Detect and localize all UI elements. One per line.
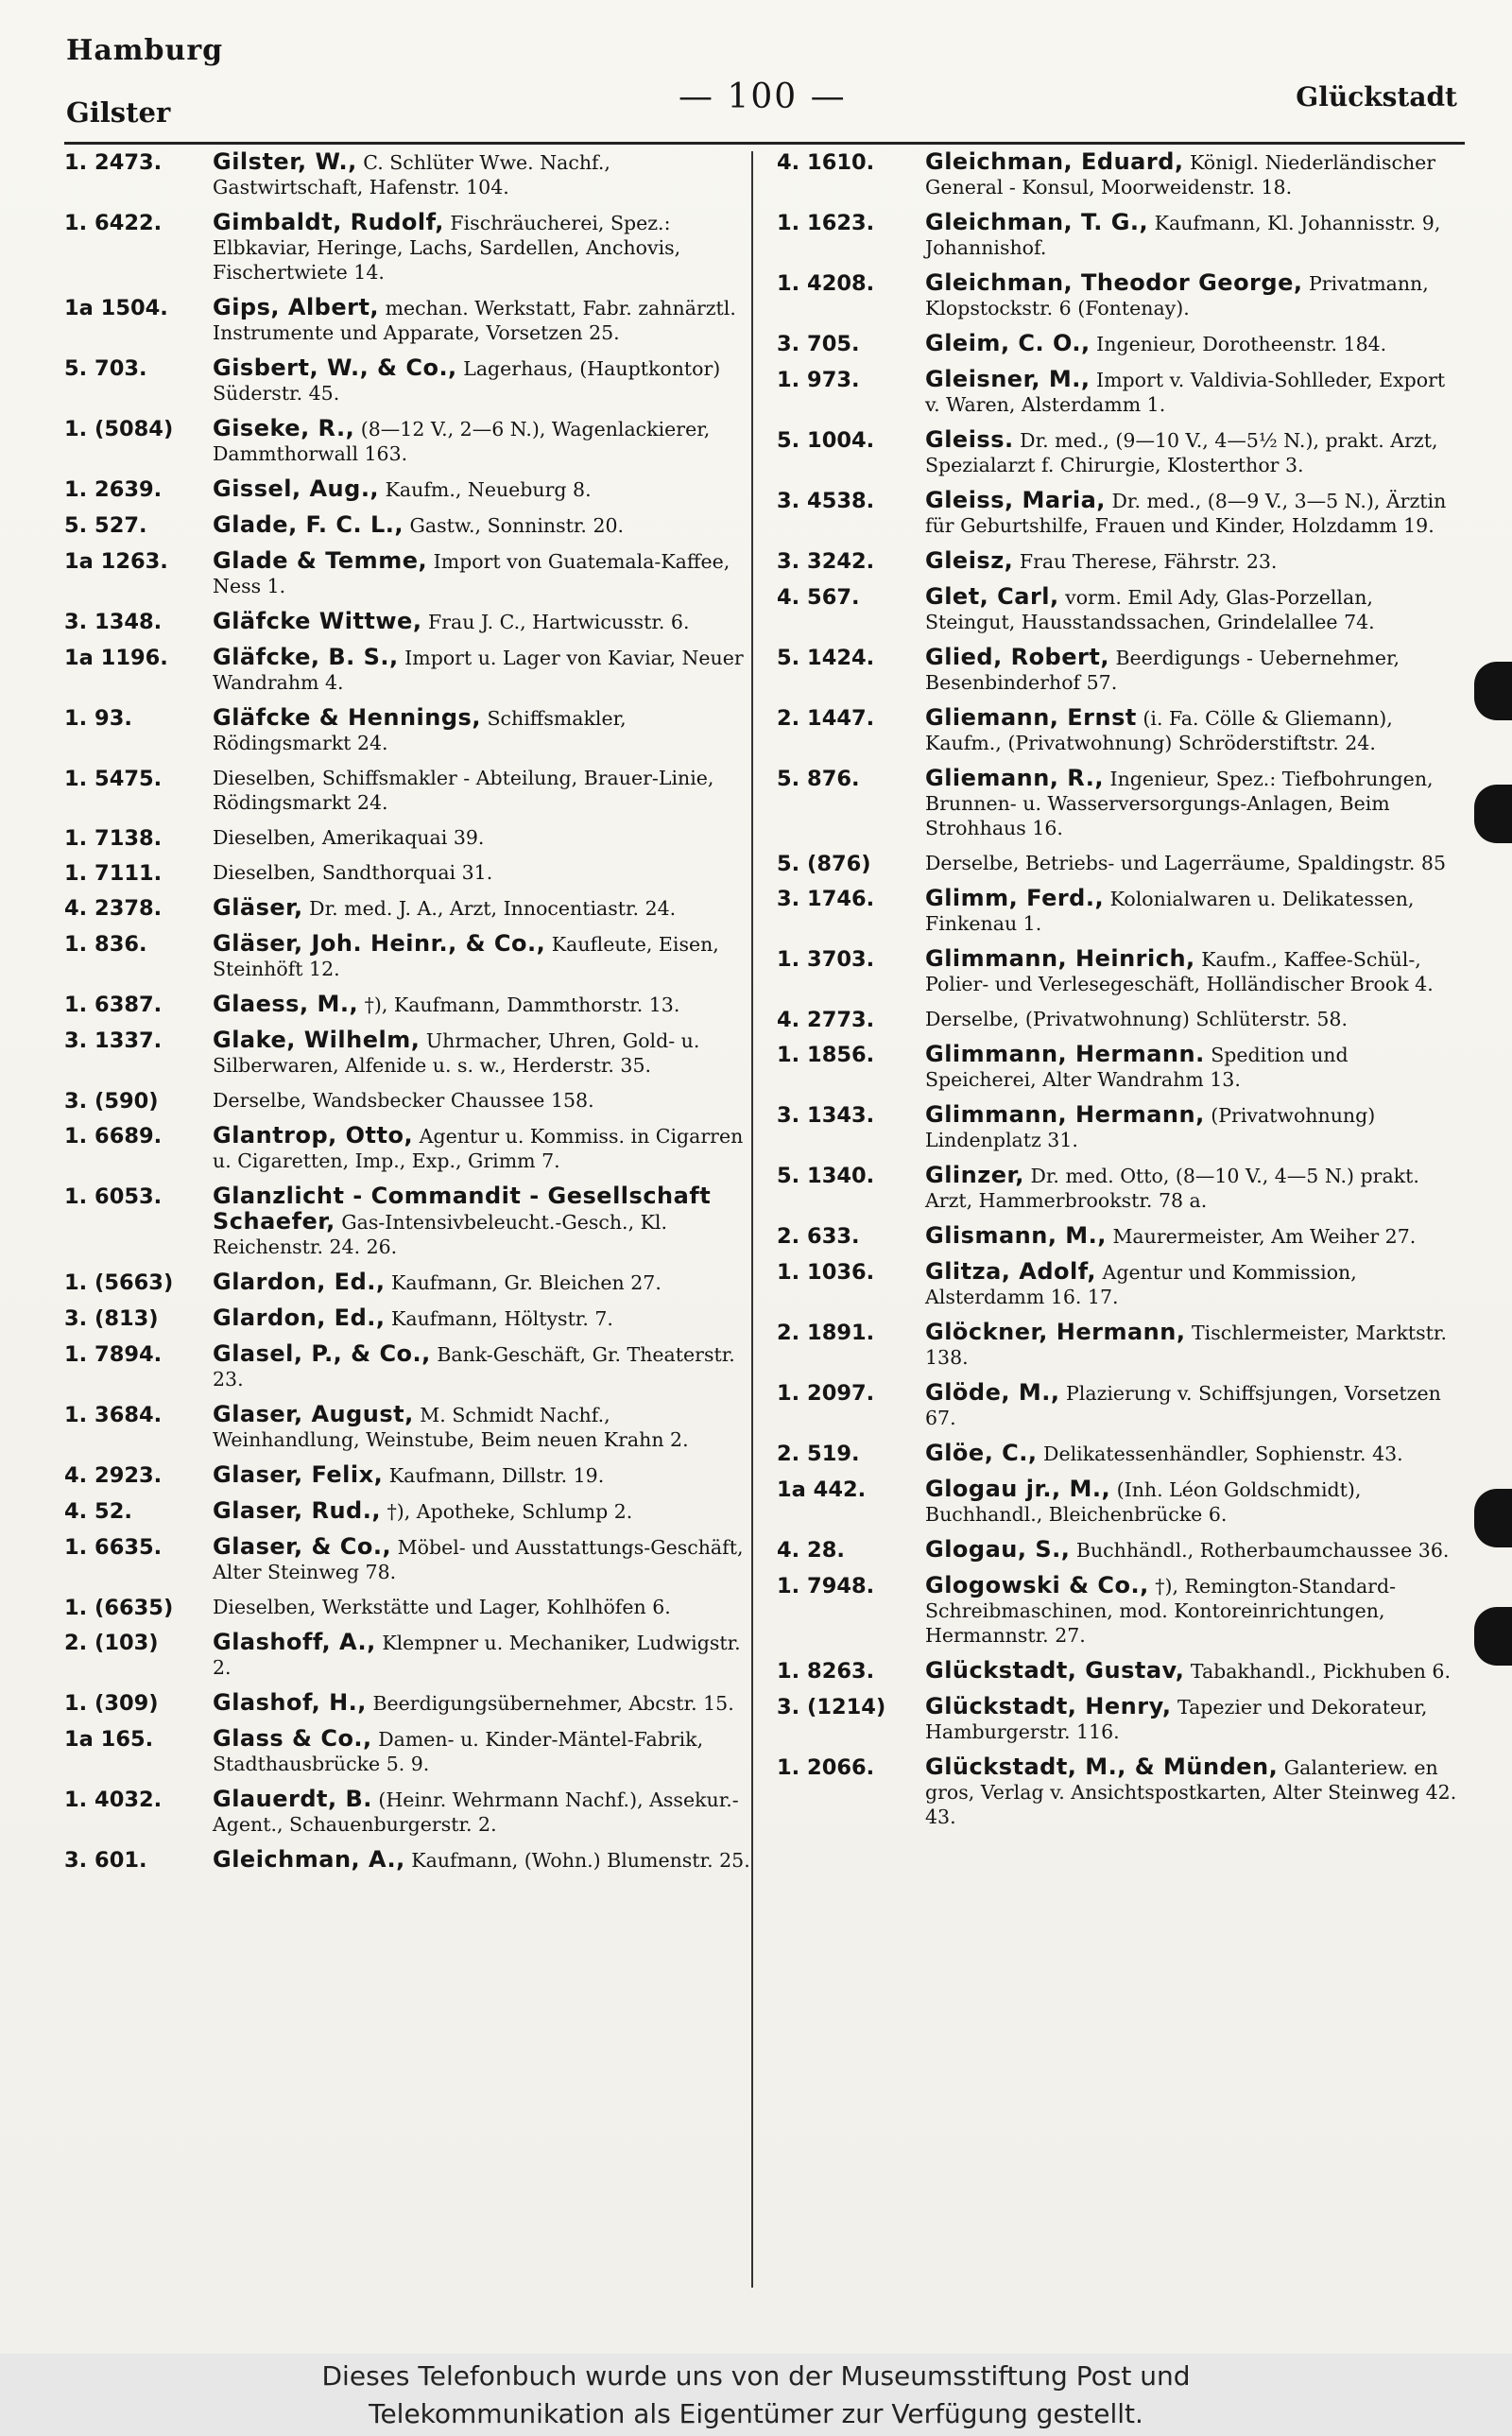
subscriber-name: Glaser, Felix,: [213, 1461, 384, 1488]
subscriber-details: Frau Therese, Fährstr. 23.: [1019, 550, 1278, 573]
phone-number: 1a 1504.: [64, 296, 168, 320]
subscriber-details: Möbel- und Ausstattungs-Geschäft, Alter Steinweg 78.: [213, 1536, 744, 1583]
subscriber-name: Glantrop, Otto,: [213, 1122, 414, 1149]
subscriber-details: Beerdigungs - Uebernehmer, Besenbinderhof 57.: [925, 647, 1400, 694]
subscriber-details: Derselbe, (Privatwohnung) Schlüterstr. 58.: [925, 1008, 1348, 1030]
directory-entry: [777, 149, 1459, 199]
subscriber-details: Kaufmann, (Wohn.) Blumenstr. 25.: [411, 1849, 750, 1872]
subscriber-name: Glismann, M.,: [925, 1222, 1107, 1249]
directory-entry: [777, 1102, 1459, 1152]
phone-number: 1. 7111.: [64, 861, 163, 886]
binder-tab: [1474, 1489, 1512, 1547]
subscriber-name: Glauerdt, B.: [213, 1786, 372, 1812]
subscriber-details: (Inh. Léon Goldschmidt), Buchhandl., Bleichenbrücke 6.: [925, 1478, 1362, 1526]
phone-number: 1. 2473.: [64, 150, 163, 175]
subscriber-name: Glogau, S.,: [925, 1536, 1071, 1563]
phone-number: 1. 8263.: [777, 1659, 875, 1684]
subscriber-name: Glöe, C.,: [925, 1440, 1038, 1466]
subscriber-details: Königl. Niederländischer General - Konsul, Moorweidenstr. 18.: [925, 151, 1436, 199]
directory-entry: [64, 825, 752, 850]
subscriber-name: Glogowski & Co.,: [925, 1572, 1149, 1598]
directory-entry: [777, 584, 1459, 634]
phone-number: 1. 5475.: [64, 767, 163, 791]
directory-entry: [777, 851, 1459, 875]
subscriber-details: †), Remington-Standard-Schreibmaschinen, mod. Kontoreinrichtungen, Hermannstr. 27.: [925, 1575, 1397, 1647]
binder-tab: [1474, 785, 1512, 843]
directory-entry: [777, 331, 1459, 356]
subscriber-name: Gleichman, T. G.,: [925, 209, 1149, 235]
subscriber-details: Buchhändl., Rotherbaumchaussee 36.: [1075, 1539, 1450, 1562]
phone-number: 1. 6422.: [64, 211, 163, 235]
subscriber-name: Gissel, Aug.,: [213, 475, 380, 502]
subscriber-name: Glade & Temme,: [213, 547, 428, 574]
subscriber-details: Kaufmann, Kl. Johannisstr. 9, Johannishof.: [925, 212, 1441, 259]
directory-entry: [64, 1088, 752, 1113]
phone-number: 1. 2066.: [777, 1755, 875, 1780]
phone-number: 1. (309): [64, 1691, 159, 1716]
subscriber-name: Glimmann, Heinrich,: [925, 945, 1195, 972]
footer-line-2: Telekommunikation als Eigentümer zur Verfügung gestellt.: [369, 2398, 1143, 2429]
subscriber-details: Derselbe, Betriebs- und Lagerräume, Spaldingstr. 85: [925, 852, 1447, 874]
directory-entry: [777, 1658, 1459, 1684]
phone-number: 4. 2378.: [64, 896, 163, 921]
left-column: [64, 149, 752, 1883]
phone-number: 5. (876): [777, 852, 871, 876]
section-end-heading: Glückstadt: [1296, 81, 1457, 112]
phone-number: 5. 876.: [777, 767, 860, 791]
subscriber-details: Privatmann, Klopstockstr. 6 (Fontenay).: [925, 272, 1429, 320]
subscriber-name: Gläfcke, B. S.,: [213, 644, 399, 670]
subscriber-details: Beerdigungsübernehmer, Abcstr. 15.: [372, 1692, 734, 1715]
subscriber-name: Gilster, W.,: [213, 148, 357, 175]
subscriber-name: Glashof, H.,: [213, 1689, 367, 1716]
directory-entry: [64, 766, 752, 815]
subscriber-details: Ingenieur, Spez.: Tiefbohrungen, Brunnen- u. Wasserversorgungs-Anlagen, Beim Strohhaus 16.: [925, 768, 1434, 839]
phone-number: 1. (5084): [64, 417, 174, 441]
phone-number: 1a 1263.: [64, 549, 168, 574]
phone-number: 1. 6635.: [64, 1535, 163, 1560]
subscriber-name: Glimm, Ferd.,: [925, 885, 1105, 911]
phone-number: 2. 633.: [777, 1224, 860, 1249]
subscriber-name: Gleichman, A.,: [213, 1846, 405, 1873]
subscriber-name: Glöckner, Hermann,: [925, 1319, 1186, 1345]
phone-number: 3. (813): [64, 1306, 159, 1331]
directory-entry: [777, 1320, 1459, 1370]
phone-number: 3. 3242.: [777, 549, 875, 574]
directory-entry: [64, 1847, 752, 1873]
directory-entry: [777, 645, 1459, 695]
subscriber-name: Gleim, C. O.,: [925, 330, 1091, 356]
subscriber-details: vorm. Emil Ady, Glas-Porzellan, Steingut, Hausstandssachen, Grindelallee 74.: [925, 586, 1375, 633]
subscriber-details: Dieselben, Amerikaquai 39.: [213, 826, 485, 849]
subscriber-details: M. Schmidt Nachf., Weinhandlung, Weinstube, Beim neuen Krahn 2.: [213, 1404, 689, 1451]
binder-tab: [1474, 1607, 1512, 1666]
subscriber-name: Glitza, Adolf,: [925, 1258, 1096, 1285]
directory-entry: [777, 1163, 1459, 1213]
directory-entry: [777, 886, 1459, 936]
subscriber-details: (i. Fa. Cölle & Gliemann), Kaufm., (Privatwohnung) Schröderstiftstr. 24.: [925, 707, 1393, 754]
directory-entry: [64, 645, 752, 695]
subscriber-details: Klempner u. Mechaniker, Ludwigstr. 2.: [213, 1632, 741, 1679]
phone-number: 1. 7894.: [64, 1342, 163, 1367]
subscriber-details: Uhrmacher, Uhren, Gold- u. Silberwaren, Alfenide u. s. w., Herderstr. 35.: [213, 1029, 700, 1077]
phone-number: 1a 165.: [64, 1727, 154, 1752]
phone-number: 1. 93.: [64, 706, 132, 731]
subscriber-name: Gleisz,: [925, 547, 1014, 574]
directory-entry: [777, 1042, 1459, 1092]
subscriber-details: (Heinr. Wehrmann Nachf.), Assekur.-Agent., Schauenburgerstr. 2.: [213, 1788, 739, 1836]
subscriber-name: Glake, Wilhelm,: [213, 1027, 421, 1053]
directory-entry: [777, 946, 1459, 996]
phone-number: 3. 4538.: [777, 489, 875, 513]
directory-entry: [64, 1183, 752, 1259]
directory-entry: [777, 1223, 1459, 1249]
subscriber-details: †), Apotheke, Schlump 2.: [387, 1500, 633, 1523]
phone-number: 1. 3684.: [64, 1403, 163, 1427]
phone-number: 4. 2923.: [64, 1463, 163, 1488]
subscriber-name: Gleiss.: [925, 426, 1014, 453]
subscriber-details: Frau J. C., Hartwicusstr. 6.: [427, 611, 690, 633]
subscriber-name: Glaess, M.,: [213, 991, 359, 1017]
directory-entry: [777, 1441, 1459, 1466]
phone-number: 1a 442.: [777, 1477, 867, 1502]
section-start-heading: Gilster: [66, 96, 171, 129]
directory-entry: [64, 1341, 752, 1391]
subscriber-details: Kaufmann, Gr. Bleichen 27.: [391, 1271, 662, 1294]
directory-entry: [777, 1007, 1459, 1031]
directory-entry: [777, 210, 1459, 260]
directory-entry: [64, 1305, 752, 1331]
subscriber-details: Import von Guatemala-Kaffee, Ness 1.: [213, 550, 730, 597]
phone-number: 1. (5663): [64, 1270, 174, 1295]
subscriber-details: Dr. med. Otto, (8—10 V., 4—5 N.) prakt. Arzt, Hammerbrookstr. 78 a.: [925, 1165, 1419, 1212]
phone-number: 4. 28.: [777, 1538, 845, 1563]
directory-entry: [64, 931, 752, 981]
subscriber-details: Kolonialwaren u. Delikatessen, Finkenau 1.: [925, 888, 1415, 935]
subscriber-details: (8—12 V., 2—6 N.), Wagenlackierer, Dammthorwall 163.: [213, 418, 711, 465]
directory-entry: [777, 766, 1459, 840]
subscriber-details: Dr. med. J. A., Arzt, Innocentiastr. 24.: [309, 897, 677, 920]
phone-number: 1. 3703.: [777, 947, 875, 972]
directory-entry: [777, 705, 1459, 755]
subscriber-name: Glardon, Ed.,: [213, 1304, 386, 1331]
phone-number: 3. 601.: [64, 1848, 147, 1873]
footer-notice: [0, 2354, 1512, 2436]
directory-entry: [64, 1270, 752, 1295]
subscriber-name: Glaser, & Co.,: [213, 1533, 392, 1560]
directory-entry: [64, 609, 752, 634]
subscriber-name: Gläfcke & Hennings,: [213, 704, 481, 731]
phone-number: 5. 1340.: [777, 1164, 875, 1188]
subscriber-details: Agentur u. Kommiss. in Cigarren u. Cigaretten, Imp., Exp., Grimm 7.: [213, 1125, 744, 1172]
phone-number: 1. 4032.: [64, 1788, 163, 1812]
subscriber-details: Damen- u. Kinder-Mäntel-Fabrik, Stadthausbrücke 5. 9.: [213, 1728, 704, 1775]
subscriber-details: Bank-Geschäft, Gr. Theaterstr. 23.: [213, 1343, 735, 1391]
subscriber-name: Glasel, P., & Co.,: [213, 1340, 431, 1367]
subscriber-details: Fischräucherei, Spez.: Elbkaviar, Heringe, Lachs, Sardellen, Anchovis, Fischertwiete 14.: [213, 212, 681, 284]
directory-entry: [777, 270, 1459, 320]
directory-entry: [64, 1462, 752, 1488]
subscriber-name: Glinzer,: [925, 1162, 1024, 1188]
directory-entry: [64, 895, 752, 921]
subscriber-name: Gliemann, Ernst: [925, 704, 1137, 731]
subscriber-details: (Privatwohnung) Lindenplatz 31.: [925, 1104, 1376, 1151]
subscriber-details: Kaufm., Kaffee-Schül-, Polier- und Verlesegeschäft, Holländischer Brook 4.: [925, 948, 1434, 995]
phone-number: 5. 1424.: [777, 646, 875, 670]
page-number: — 100 —: [679, 78, 847, 116]
subscriber-details: Schiffsmakler, Rödingsmarkt 24.: [213, 707, 627, 754]
phone-number: 3. (590): [64, 1089, 159, 1114]
subscriber-details: mechan. Werkstatt, Fabr. zahnärztl. Instrumente und Apparate, Vorsetzen 25.: [213, 297, 736, 344]
header-rule: [64, 142, 1465, 145]
directory-entry: [777, 488, 1459, 538]
phone-number: 4. 2773.: [777, 1008, 875, 1032]
phone-number: 1. (6635): [64, 1596, 174, 1620]
phone-number: 1. 973.: [777, 368, 860, 392]
phone-number: 2. (103): [64, 1631, 159, 1655]
directory-entry: [64, 548, 752, 598]
subscriber-name: Glückstadt, M., & Münden,: [925, 1754, 1279, 1780]
subscriber-name: Glashoff, A.,: [213, 1629, 376, 1655]
directory-entry: [64, 149, 752, 199]
directory-entry: [64, 1630, 752, 1680]
subscriber-name: Gleiss, Maria,: [925, 487, 1106, 513]
subscriber-details: Kaufmann, Dillstr. 19.: [388, 1464, 605, 1487]
subscriber-name: Gläser, Joh. Heinr., & Co.,: [213, 930, 546, 957]
subscriber-name: Glöde, M.,: [925, 1379, 1060, 1406]
phone-number: 5. 527.: [64, 513, 147, 538]
subscriber-details: C. Schlüter Wwe. Nachf., Gastwirtschaft, Hafenstr. 104.: [213, 151, 610, 199]
directory-entry: [64, 295, 752, 345]
directory-entry: [64, 860, 752, 885]
subscriber-name: Glogau jr., M.,: [925, 1476, 1111, 1502]
directory-entry: [64, 705, 752, 755]
subscriber-name: Glanzlicht - Commandit - Gesellschaft Schaefer,: [213, 1183, 712, 1235]
subscriber-name: Glückstadt, Henry,: [925, 1693, 1172, 1719]
subscriber-name: Glaser, August,: [213, 1401, 414, 1427]
phone-number: 1. 1036.: [777, 1260, 875, 1285]
subscriber-details: Spedition und Speicherei, Alter Wandrahm 13.: [925, 1044, 1349, 1091]
directory-entry: [777, 548, 1459, 574]
subscriber-name: Gleisner, M.,: [925, 366, 1091, 392]
subscriber-name: Glet, Carl,: [925, 583, 1059, 610]
directory-entry: [777, 1380, 1459, 1430]
phone-number: 1. 7138.: [64, 826, 163, 851]
directory-entry: [777, 1754, 1459, 1829]
subscriber-name: Glass & Co.,: [213, 1725, 372, 1752]
subscriber-details: Import v. Valdivia-Sohlleder, Export v. Waren, Alsterdamm 1.: [925, 369, 1446, 416]
subscriber-name: Glardon, Ed.,: [213, 1269, 386, 1295]
subscriber-details: Import u. Lager von Kaviar, Neuer Wandrahm 4.: [213, 647, 744, 694]
phone-number: 4. 567.: [777, 585, 860, 610]
phone-number: 1. 2097.: [777, 1381, 875, 1406]
phone-number: 2. 1891.: [777, 1321, 875, 1345]
phone-number: 1. 836.: [64, 932, 147, 957]
directory-entry: [64, 1498, 752, 1524]
directory-entry: [64, 1028, 752, 1078]
subscriber-name: Giseke, R.,: [213, 415, 355, 441]
directory-entry: [64, 512, 752, 538]
directory-entry: [64, 1690, 752, 1716]
phone-number: 1. 4208.: [777, 271, 875, 296]
phone-number: 2. 519.: [777, 1442, 860, 1466]
directory-entry: [64, 1123, 752, 1173]
subscriber-details: Dr. med., (8—9 V., 3—5 N.), Ärztin für Geburtshilfe, Frauen und Kinder, Holzdamm 19.: [925, 490, 1447, 537]
subscriber-details: Dr. med., (9—10 V., 4—5½ N.), prakt. Arzt, Spezialarzt f. Chirurgie, Klosterthor 3.: [925, 429, 1438, 476]
subscriber-details: Galanteriew. en gros, Verlag v. Ansichtspostkarten, Alter Steinweg 42. 43.: [925, 1756, 1457, 1828]
directory-entry: [777, 367, 1459, 417]
subscriber-name: Gimbaldt, Rudolf,: [213, 209, 444, 235]
subscriber-details: Kaufm., Neueburg 8.: [385, 478, 592, 501]
subscriber-name: Glimmann, Hermann.: [925, 1041, 1205, 1067]
phone-number: 3. 705.: [777, 332, 860, 356]
directory-entry: [64, 210, 752, 285]
subscriber-details: Dieselben, Schiffsmakler - Abteilung, Brauer-Linie, Rödingsmarkt 24.: [213, 767, 714, 814]
phone-number: 3. 1348.: [64, 610, 163, 634]
directory-entry: [64, 416, 752, 466]
subscriber-name: Gleichman, Eduard,: [925, 148, 1184, 175]
footer-line-1: Dieses Telefonbuch wurde uns von der Museumsstiftung Post und: [321, 2360, 1191, 2392]
right-column: [777, 149, 1459, 1840]
phone-number: 1. 6053.: [64, 1184, 163, 1209]
phone-number: 4. 52.: [64, 1499, 132, 1524]
subscriber-details: Maurermeister, Am Weiher 27.: [1112, 1225, 1417, 1248]
subscriber-name: Gläser,: [213, 894, 303, 921]
subscriber-details: Ingenieur, Dorotheenstr. 184.: [1096, 333, 1387, 355]
directory-entry: [64, 1787, 752, 1837]
subscriber-details: Kaufleute, Eisen, Steinhöft 12.: [213, 933, 719, 980]
directory-entry: [64, 476, 752, 502]
subscriber-details: Tischlermeister, Marktstr. 138.: [925, 1322, 1447, 1369]
subscriber-details: †), Kaufmann, Dammthorstr. 13.: [364, 993, 680, 1016]
phone-number: 2. 1447.: [777, 706, 875, 731]
directory-entry: [777, 1477, 1459, 1527]
subscriber-name: Gisbert, W., & Co.,: [213, 354, 457, 381]
directory-entry: [64, 355, 752, 406]
directory-entry: [64, 1726, 752, 1776]
page-city-heading: Hamburg: [66, 34, 224, 67]
phone-number: 5. 703.: [64, 356, 147, 381]
phone-number: 1. 6689.: [64, 1124, 163, 1149]
directory-entry: [64, 992, 752, 1017]
subscriber-details: Lagerhaus, (Hauptkontor) Süderstr. 45.: [213, 357, 721, 405]
phone-number: 1. 1623.: [777, 211, 875, 235]
subscriber-name: Glaser, Rud.,: [213, 1497, 381, 1524]
directory-entry: [777, 1573, 1459, 1648]
subscriber-details: Gas-Intensivbeleucht.-Gesch., Kl. Reichenstr. 24. 26.: [213, 1211, 667, 1258]
phone-number: 1. 6387.: [64, 993, 163, 1017]
subscriber-name: Glimmann, Hermann,: [925, 1101, 1205, 1128]
phone-number: 3. 1746.: [777, 887, 875, 911]
directory-entry: [64, 1534, 752, 1584]
subscriber-details: Dieselben, Sandthorquai 31.: [213, 861, 493, 884]
phone-number: 3. 1337.: [64, 1028, 163, 1053]
phone-number: 4. 1610.: [777, 150, 875, 175]
subscriber-details: Gastw., Sonninstr. 20.: [409, 514, 625, 537]
subscriber-name: Gliemann, R.,: [925, 765, 1104, 791]
phone-number: 3. (1214): [777, 1695, 886, 1719]
phone-number: 1. 1856.: [777, 1043, 875, 1067]
subscriber-details: Agentur und Kommission, Alsterdamm 16. 17.: [925, 1261, 1357, 1308]
subscriber-name: Gips, Albert,: [213, 294, 380, 320]
directory-entry: [64, 1402, 752, 1452]
subscriber-details: Delikatessenhändler, Sophienstr. 43.: [1043, 1443, 1403, 1465]
binder-tab: [1474, 662, 1512, 720]
subscriber-name: Gleichman, Theodor George,: [925, 269, 1303, 296]
subscriber-name: Gläfcke Wittwe,: [213, 608, 422, 634]
subscriber-name: Glied, Robert,: [925, 644, 1109, 670]
subscriber-details: Dieselben, Werkstätte und Lager, Kohlhöfen 6.: [213, 1596, 671, 1618]
phone-number: 1a 1196.: [64, 646, 168, 670]
directory-entry: [64, 1595, 752, 1619]
phone-number: 1. 2639.: [64, 477, 163, 502]
phone-number: 3. 1343.: [777, 1103, 875, 1128]
subscriber-details: Plazierung v. Schiffsjungen, Vorsetzen 67.: [925, 1382, 1441, 1429]
subscriber-details: Derselbe, Wandsbecker Chaussee 158.: [213, 1089, 594, 1112]
directory-entry: [777, 1694, 1459, 1744]
directory-entry: [777, 1537, 1459, 1563]
subscriber-details: Tapezier und Dekorateur, Hamburgerstr. 116.: [925, 1696, 1428, 1743]
subscriber-name: Glückstadt, Gustav,: [925, 1657, 1185, 1684]
subscriber-details: Tabakhandl., Pickhuben 6.: [1190, 1660, 1451, 1683]
phone-number: 5. 1004.: [777, 428, 875, 453]
subscriber-name: Glade, F. C. L.,: [213, 511, 404, 538]
phone-number: 1. 7948.: [777, 1574, 875, 1598]
subscriber-details: Kaufmann, Höltystr. 7.: [391, 1307, 613, 1330]
directory-entry: [777, 427, 1459, 477]
directory-entry: [777, 1259, 1459, 1309]
